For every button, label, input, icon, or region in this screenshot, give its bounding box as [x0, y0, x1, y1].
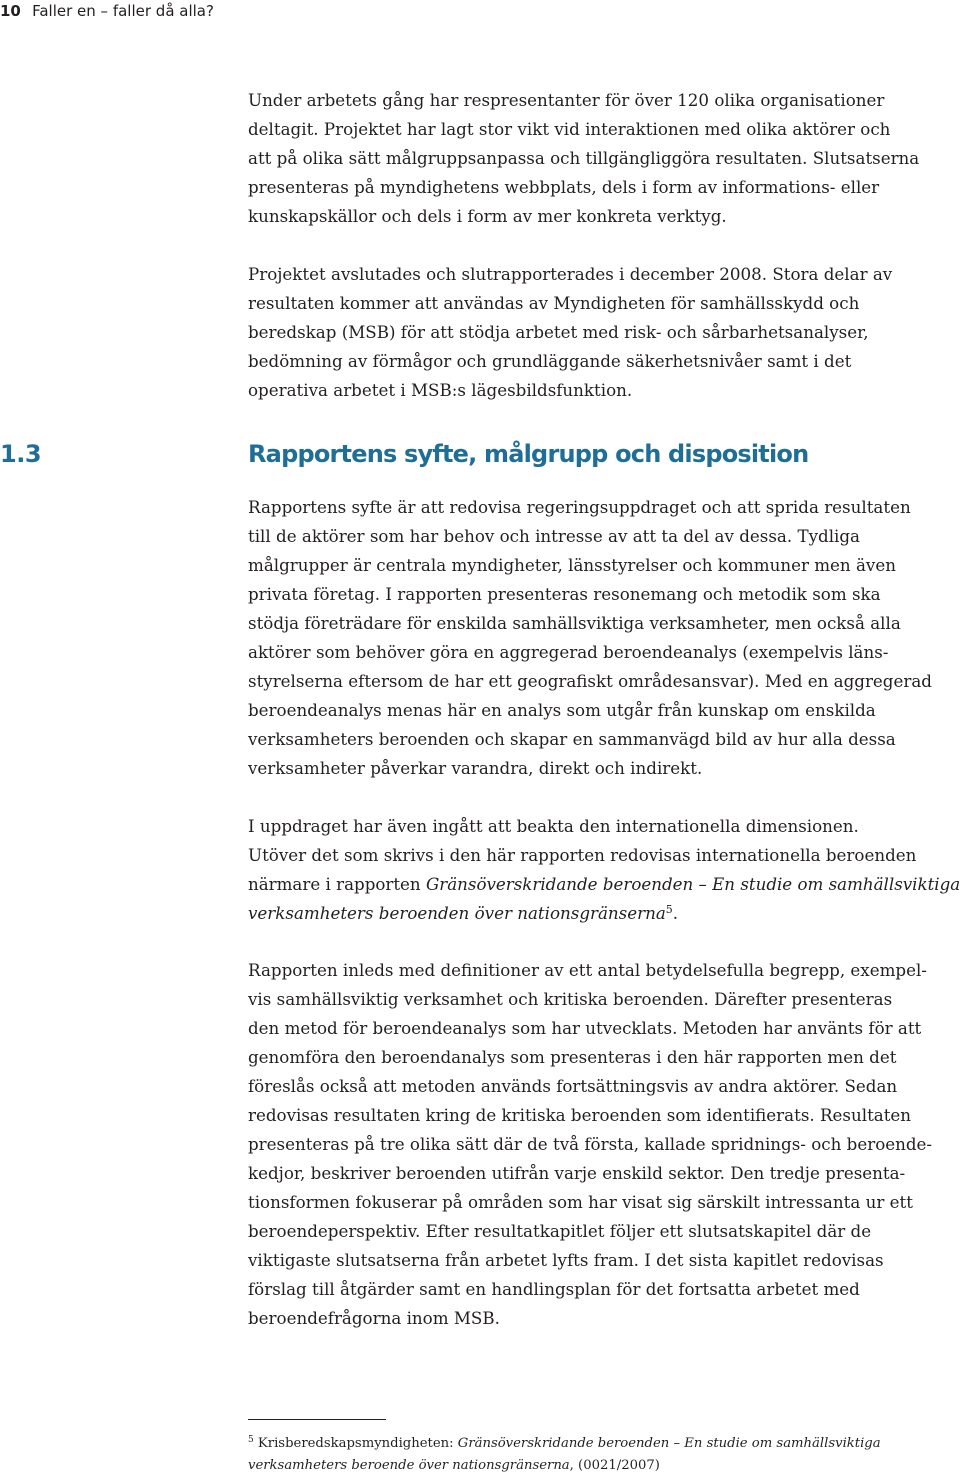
footnote-source: Krisberedskapsmyndigheten: — [253, 1436, 458, 1451]
text-line: förslag till åtgärder samt en handlingsplan för det fortsatta arbetet med — [248, 1279, 860, 1299]
text-line: redovisas resultaten kring de kritiska beroenden som identifierats. Resultaten — [248, 1105, 912, 1125]
section-heading: Rapportens syfte, målgrupp och disposition — [248, 440, 809, 468]
text-line — [248, 899, 960, 928]
page-number: 10 — [0, 2, 21, 20]
paragraph-international-dimension — [248, 812, 960, 928]
paragraph-report-disposition — [248, 956, 960, 1333]
text-line: kedjor, beskriver beroenden utifrån varje enskild sektor. Den tredje presenta- — [248, 1163, 906, 1183]
paragraph-report-purpose — [248, 493, 960, 783]
text-line: aktörer som behöver göra en aggregerad beroendeanalys (exempelvis läns- — [248, 642, 889, 662]
text-line: att på olika sätt målgruppsanpassa och tillgängliggöra resultaten. Slutsatserna — [248, 148, 920, 168]
text-line: föreslås också att metoden används fortsättningsvis av andra aktörer. Sedan — [248, 1076, 898, 1096]
footnote-line — [248, 1455, 960, 1477]
footnote-reference[interactable]: 5 — [665, 903, 673, 916]
text-run: närmare i rapporten — [248, 874, 426, 894]
text-line: presenteras på myndighetens webbplats, dels i form av informations- eller — [248, 177, 880, 197]
text-line: styrelserna eftersom de har ett geografiskt områdesansvar). Med en aggregerad — [248, 671, 932, 691]
section-number: 1.3 — [0, 440, 42, 468]
text-line: målgrupper är centrala myndigheter, länsstyrelser och kommuner men även — [248, 555, 896, 575]
text-line: den metod för beroendeanalys som har utvecklats. Metoden har använts för att — [248, 1018, 922, 1038]
footnote — [248, 1433, 960, 1477]
text-line: resultaten kommer att användas av Myndigheten för samhällsskydd och — [248, 293, 860, 313]
report-title-italic: Gränsöverskridande beroenden – En studie om samhällsviktiga — [425, 874, 960, 894]
text-line: tionsformen fokuserar på områden som har visat sig särskilt intressanta ur ett — [248, 1192, 913, 1212]
report-title-italic: verksamheters beroenden över nationsgränserna — [248, 903, 666, 923]
text-line: Projektet avslutades och slutrapporterades i december 2008. Stora delar av — [248, 264, 893, 284]
text-line — [248, 870, 959, 899]
text-line: vis samhällsviktig verksamhet och kritiska beroenden. Därefter presenteras — [248, 989, 893, 1009]
footnote-title-italic: verksamheters beroende över nationsgränserna — [248, 1458, 570, 1473]
footnote-divider — [248, 1419, 386, 1420]
text-line: verksamheters beroenden och skapar en sammanvägd bild av hur alla dessa — [248, 729, 896, 749]
text-line: I uppdraget har även ingått att beakta den internationella dimensionen. — [248, 816, 859, 836]
text-line: verksamheter påverkar varandra, direkt och indirekt. — [248, 758, 703, 778]
paragraph-project-conclusion — [248, 260, 960, 405]
text-line: Rapporten inleds med definitioner av ett antal betydelsefulla begrepp, exempel- — [248, 960, 927, 980]
paragraph-project-participation — [248, 86, 960, 231]
text-line: stödja företrädare för enskilda samhällsviktiga verksamheter, men också alla — [248, 613, 901, 633]
text-line: viktigaste slutsatserna från arbetet lyfts fram. I det sista kapitlet redovisas — [248, 1250, 884, 1270]
footnote-reference-number: , (0021/2007) — [569, 1458, 660, 1473]
text-line: Utöver det som skrivs i den här rapporten redovisas internationella beroenden — [248, 845, 917, 865]
running-title: Faller en – faller då alla? — [32, 2, 214, 20]
text-line: beredskap (MSB) för att stödja arbetet med risk- och sårbarhetsanalyser, — [248, 322, 869, 342]
text-line: deltagit. Projektet har lagt stor vikt vid interaktionen med olika aktörer och — [248, 119, 891, 139]
running-header — [0, 2, 214, 20]
text-run: . — [672, 903, 679, 923]
text-line: beroendeanalys menas här en analys som utgår från kunskap om enskilda — [248, 700, 876, 720]
footnote-title-italic: Gränsöverskridande beroenden – En studie om samhällsviktiga — [457, 1436, 881, 1451]
text-line: till de aktörer som har behov och intresse av att ta del av dessa. Tydliga — [248, 526, 861, 546]
text-line: Rapportens syfte är att redovisa regeringsuppdraget och att sprida resultaten — [248, 497, 911, 517]
text-line: privata företag. I rapporten presenteras resonemang och metodik som ska — [248, 584, 881, 604]
text-line: beroendeperspektiv. Efter resultatkapitlet följer ett slutsatskapitel där de — [248, 1221, 872, 1241]
text-line: kunskapskällor och dels i form av mer konkreta verktyg. — [248, 206, 727, 226]
text-line: presenteras på tre olika sätt där de två första, kallade spridnings- och beroende- — [248, 1134, 933, 1154]
text-line: genomföra den beroendanalys som presenteras i den här rapporten men det — [248, 1047, 897, 1067]
text-line: bedömning av förmågor och grundläggande säkerhetsnivåer samt i det — [248, 351, 852, 371]
text-line: Under arbetets gång har respresentanter för över 120 olika organisationer — [248, 90, 885, 110]
footnote-line — [248, 1433, 960, 1455]
text-line: beroendefrågorna inom MSB. — [248, 1308, 500, 1328]
footnote-marker: 5 — [248, 1435, 254, 1445]
text-line: operativa arbetet i MSB:s lägesbildsfunktion. — [248, 380, 633, 400]
